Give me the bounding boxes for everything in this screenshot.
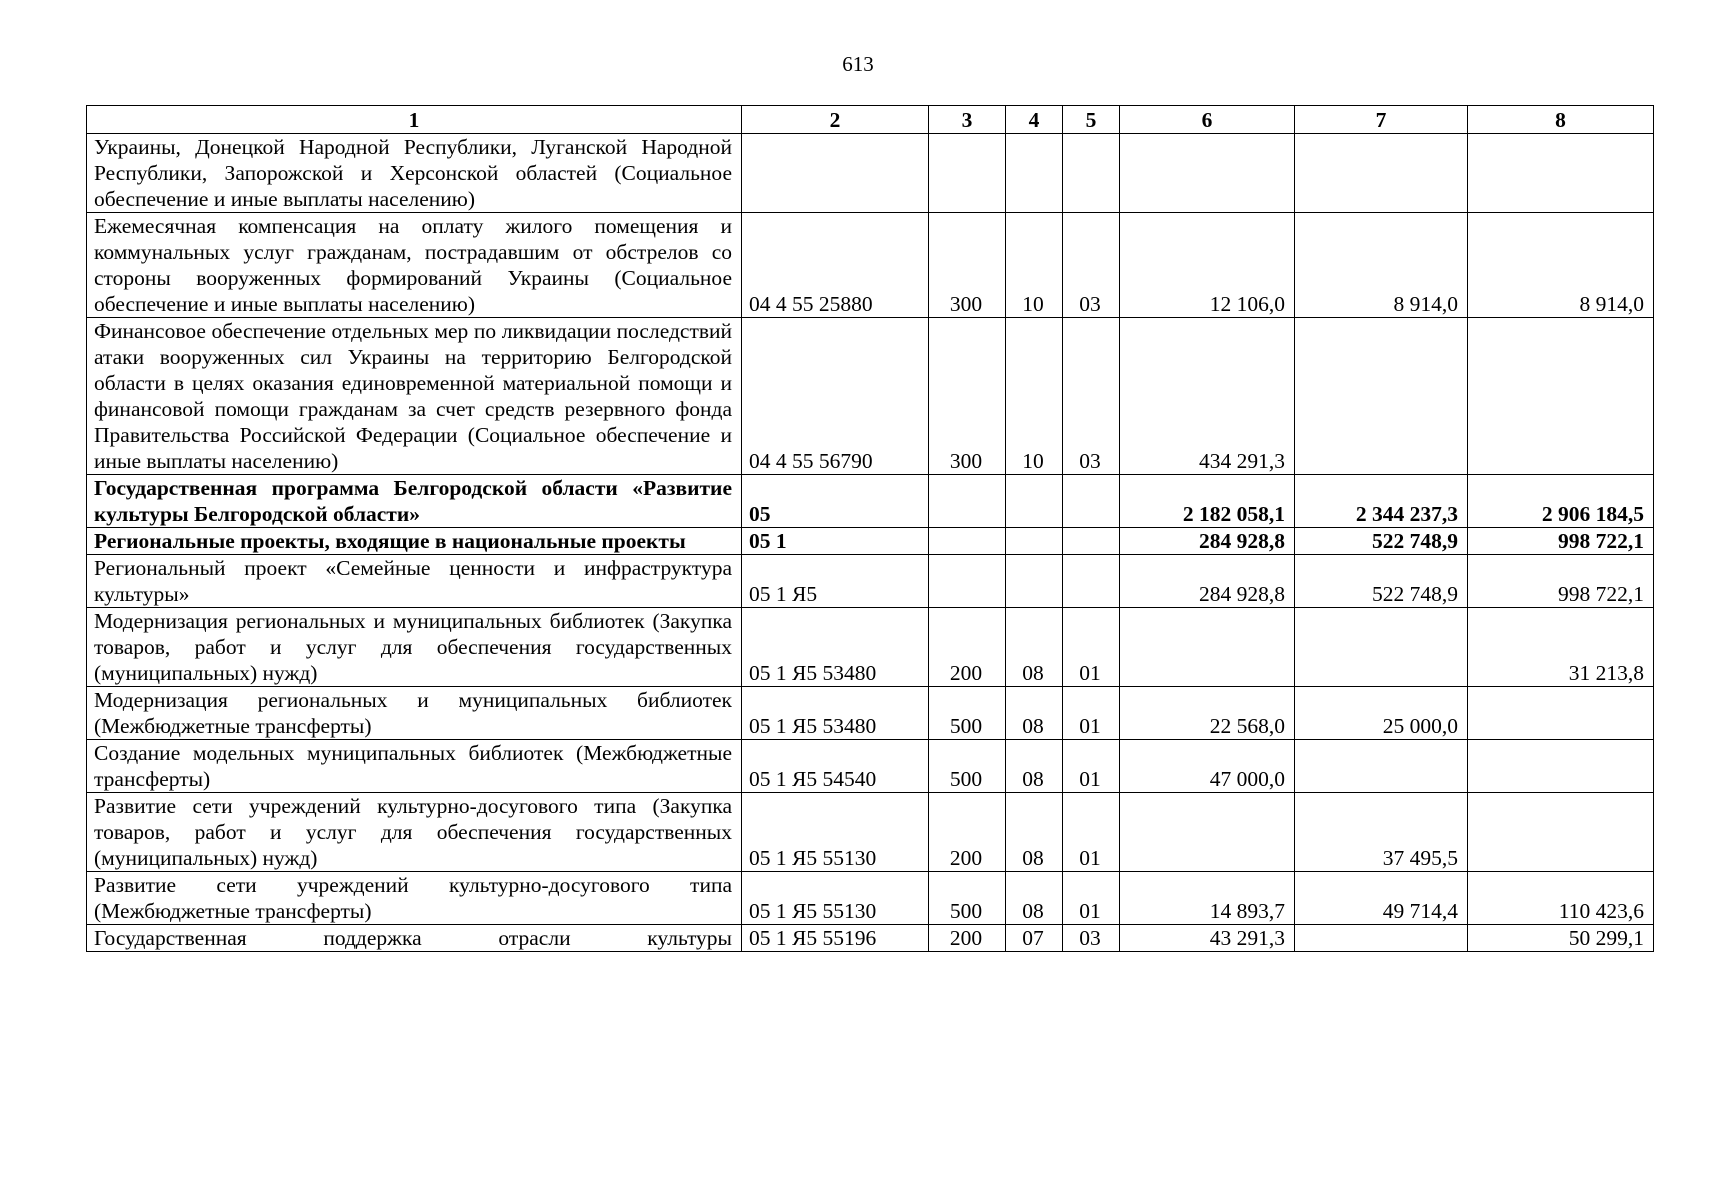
amount-col-6 [1120,134,1295,213]
subsection-code: 01 [1063,793,1120,872]
amount-col-7: 37 495,5 [1295,793,1468,872]
section-code: 08 [1006,793,1063,872]
section-code: 08 [1006,872,1063,925]
section-code: 10 [1006,213,1063,318]
subsection-code: 03 [1063,318,1120,475]
expense-type-code [929,555,1006,608]
amount-col-6: 284 928,8 [1120,555,1295,608]
row-description: Региональный проект «Семейные ценности и инфраструктура культуры» [87,555,742,608]
row-description: Финансовое обеспечение отдельных мер по ликвидации последствий атаки вооруженных сил Украины на территорию Белгородской области в целях оказания единовременной материальной помощи и финансовой помощи гражданам за счет средств резервного фонда Правительства Российской Федерации (Социальное обеспечение и иные выплаты населению) [87,318,742,475]
amount-col-8: 998 722,1 [1468,528,1654,555]
amount-col-6: 434 291,3 [1120,318,1295,475]
target-article-code: 04 4 55 25880 [742,213,929,318]
expense-type-code: 500 [929,687,1006,740]
expense-type-code [929,134,1006,213]
header-cell: 8 [1468,106,1654,134]
table-row [87,608,1654,687]
subsection-code [1063,134,1120,213]
table-row [87,555,1654,608]
header-cell: 2 [742,106,929,134]
table-row [87,213,1654,318]
amount-col-6: 284 928,8 [1120,528,1295,555]
amount-col-6: 43 291,3 [1120,925,1295,952]
expense-type-code: 500 [929,740,1006,793]
amount-col-6: 12 106,0 [1120,213,1295,318]
row-description: Ежемесячная компенсация на оплату жилого помещения и коммунальных услуг гражданам, пострадавшим от обстрелов со стороны вооруженных формирований Украины (Социальное обеспечение и иные выплаты населению) [87,213,742,318]
amount-col-8: 8 914,0 [1468,213,1654,318]
target-article-code: 05 1 Я5 53480 [742,687,929,740]
header-cell: 7 [1295,106,1468,134]
table-row [87,318,1654,475]
expense-type-code: 200 [929,925,1006,952]
subsection-code [1063,528,1120,555]
row-description: Создание модельных муниципальных библиотек (Межбюджетные трансферты) [87,740,742,793]
amount-col-6 [1120,793,1295,872]
section-code [1006,528,1063,555]
expense-type-code: 300 [929,318,1006,475]
header-cell: 6 [1120,106,1295,134]
amount-col-6 [1120,608,1295,687]
row-description: Модернизация региональных и муниципальных библиотек (Закупка товаров, работ и услуг для обеспечения государственных (муниципальных) нужд) [87,608,742,687]
target-article-code: 05 [742,475,929,528]
amount-col-8 [1468,740,1654,793]
table-row [87,528,1654,555]
amount-col-8: 998 722,1 [1468,555,1654,608]
header-row [87,106,1654,134]
amount-col-7: 522 748,9 [1295,555,1468,608]
table-row [87,740,1654,793]
row-description: Развитие сети учреждений культурно-досугового типа (Межбюджетные трансферты) [87,872,742,925]
target-article-code [742,134,929,213]
subsection-code: 03 [1063,213,1120,318]
amount-col-8 [1468,687,1654,740]
subsection-code: 01 [1063,608,1120,687]
amount-col-6: 14 893,7 [1120,872,1295,925]
subsection-code [1063,475,1120,528]
amount-col-7: 49 714,4 [1295,872,1468,925]
table-row [87,793,1654,872]
amount-col-8: 2 906 184,5 [1468,475,1654,528]
amount-col-8 [1468,134,1654,213]
expense-type-code [929,528,1006,555]
section-code: 08 [1006,687,1063,740]
amount-col-8 [1468,318,1654,475]
amount-col-7 [1295,740,1468,793]
expense-type-code [929,475,1006,528]
section-code: 08 [1006,608,1063,687]
target-article-code: 05 1 Я5 55196 [742,925,929,952]
section-code: 08 [1006,740,1063,793]
row-description: Развитие сети учреждений культурно-досугового типа (Закупка товаров, работ и услуг для обеспечения государственных (муниципальных) нужд) [87,793,742,872]
section-code [1006,134,1063,213]
amount-col-8 [1468,793,1654,872]
row-description: Государственная программа Белгородской области «Развитие культуры Белгородской области» [87,475,742,528]
expense-type-code: 300 [929,213,1006,318]
row-description: Региональные проекты, входящие в национальные проекты [87,528,742,555]
amount-col-6: 22 568,0 [1120,687,1295,740]
subsection-code: 01 [1063,740,1120,793]
target-article-code: 04 4 55 56790 [742,318,929,475]
header-cell: 3 [929,106,1006,134]
amount-col-7 [1295,925,1468,952]
subsection-code: 01 [1063,687,1120,740]
amount-col-8: 31 213,8 [1468,608,1654,687]
section-code: 10 [1006,318,1063,475]
amount-col-6: 2 182 058,1 [1120,475,1295,528]
expense-type-code: 200 [929,793,1006,872]
amount-col-7: 522 748,9 [1295,528,1468,555]
header-cell: 4 [1006,106,1063,134]
target-article-code: 05 1 Я5 54540 [742,740,929,793]
row-description: Модернизация региональных и муниципальных библиотек (Межбюджетные трансферты) [87,687,742,740]
target-article-code: 05 1 Я5 55130 [742,793,929,872]
page-number: 613 [842,52,874,76]
amount-col-7 [1295,134,1468,213]
section-code: 07 [1006,925,1063,952]
row-description: Государственная поддержка отрасли культуры [87,925,742,952]
target-article-code: 05 1 Я5 [742,555,929,608]
section-code [1006,475,1063,528]
header-cell: 1 [87,106,742,134]
table-row [87,687,1654,740]
amount-col-7: 25 000,0 [1295,687,1468,740]
amount-col-6: 47 000,0 [1120,740,1295,793]
amount-col-7 [1295,608,1468,687]
target-article-code: 05 1 Я5 55130 [742,872,929,925]
table-row [87,872,1654,925]
amount-col-7 [1295,318,1468,475]
section-code [1006,555,1063,608]
subsection-code: 01 [1063,872,1120,925]
row-description: Украины, Донецкой Народной Республики, Луганской Народной Республики, Запорожской и Херсонской областей (Социальное обеспечение и иные выплаты населению) [87,134,742,213]
subsection-code [1063,555,1120,608]
amount-col-8: 110 423,6 [1468,872,1654,925]
target-article-code: 05 1 [742,528,929,555]
table-row [87,134,1654,213]
amount-col-7: 2 344 237,3 [1295,475,1468,528]
table-row [87,925,1654,952]
amount-col-8: 50 299,1 [1468,925,1654,952]
target-article-code: 05 1 Я5 53480 [742,608,929,687]
subsection-code: 03 [1063,925,1120,952]
table-row [87,475,1654,528]
budget-table [86,105,1654,952]
expense-type-code: 200 [929,608,1006,687]
amount-col-7: 8 914,0 [1295,213,1468,318]
expense-type-code: 500 [929,872,1006,925]
header-cell: 5 [1063,106,1120,134]
